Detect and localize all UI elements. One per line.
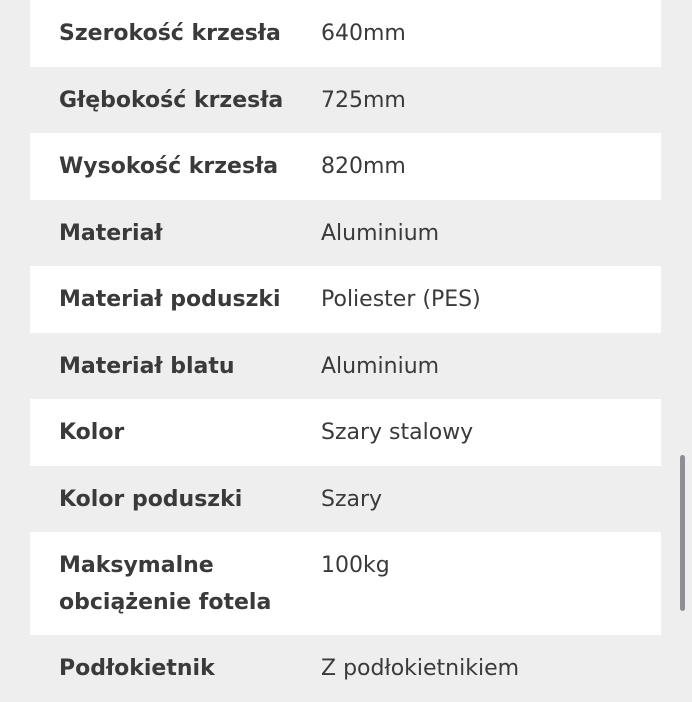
spec-label: Podłokietnik xyxy=(59,656,215,681)
spec-row-chair-depth xyxy=(30,67,661,134)
spec-row-chair-height xyxy=(30,133,661,200)
spec-label: Kolor xyxy=(59,420,125,445)
spec-table xyxy=(30,0,661,702)
spec-label: Materiał xyxy=(59,220,163,246)
spec-label: Wysokość krzesła xyxy=(59,154,279,179)
spec-value: Szary stalowy xyxy=(321,420,474,445)
spec-row-max-load xyxy=(30,532,661,635)
spec-row-cushion-color xyxy=(30,466,661,533)
spec-value: Szary xyxy=(321,486,383,512)
spec-value: 725mm xyxy=(321,87,406,113)
spec-label: Głębokość krzesła xyxy=(59,87,284,113)
spec-value: Z podłokietnikiem xyxy=(321,656,520,681)
spec-label: Materiał blatu xyxy=(59,353,235,379)
spec-value: Aluminium xyxy=(321,220,440,246)
spec-value: Poliester (PES) xyxy=(321,287,481,312)
spec-row-chair-width xyxy=(30,0,661,67)
spec-value: 820mm xyxy=(321,154,406,179)
scrollbar[interactable] xyxy=(680,455,685,611)
spec-row-material xyxy=(30,200,661,267)
spec-label: Kolor poduszki xyxy=(59,486,243,512)
spec-row-armrest xyxy=(30,635,661,702)
spec-value: 100kg xyxy=(321,553,390,578)
spec-label: Maksymalne obciążenie fotela xyxy=(59,553,272,615)
spec-label: Szerokość krzesła xyxy=(59,21,281,46)
spec-row-top-material xyxy=(30,333,661,400)
spec-label: Materiał poduszki xyxy=(59,287,281,312)
spec-value: Aluminium xyxy=(321,353,440,379)
spec-value: 640mm xyxy=(321,21,406,46)
spec-row-cushion-material xyxy=(30,266,661,333)
spec-row-color xyxy=(30,399,661,466)
